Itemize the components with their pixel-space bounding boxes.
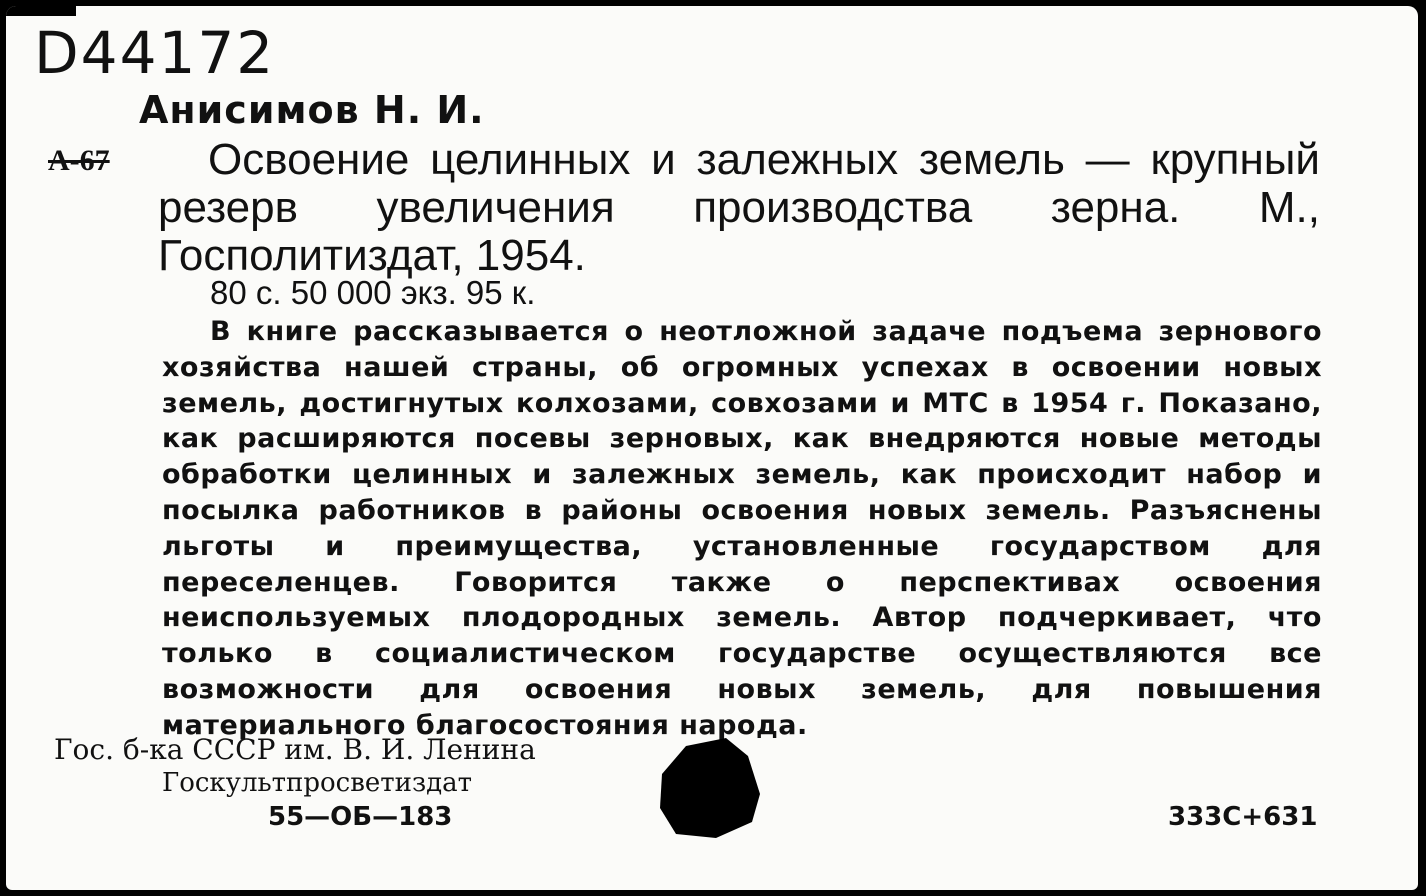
- annotation: В книге рассказывается о неотложной задаче подъема зернового хозяйства нашей страны, об огромных успехах в освоении новых земель, достигнутых колхозами, совхозами и МТС в 1954 г. Показано, как расширяются посевы зерновых, как внедряются новые методы обработки целинных и залежных земель, как происходит набор и посылка работников в районы освоения новых земель. Разъяснены льготы и преимущества, установленные государством для переселенцев. Говорится также о перспективах освоения неиспользуемых плодородных земель. Автор подчеркивает, что только в социалистическом государстве осуществляются все возможности для освоения новых земель, для повышения материального благосостояния народа.: [162, 316, 1322, 741]
- publisher: Госкультпросветиздат: [162, 768, 473, 798]
- book-title: Освоение целинных и залежных земель — крупный резерв увеличения производства зерна. М., Госполитиздат, 1954.: [158, 135, 1320, 280]
- author: Анисимов Н. И.: [139, 88, 485, 132]
- shelfmark: А-67: [48, 144, 110, 177]
- catalog-card: [6, 6, 1418, 890]
- corner-mark: [6, 6, 76, 16]
- library-name: Гос. б-ка СССР им. В. И. Ленина: [54, 733, 536, 766]
- order-number: 55—ОБ—183: [268, 802, 453, 832]
- punch-hole-icon: [656, 734, 764, 842]
- imprint: 80 с. 50 000 экз. 95 к.: [210, 274, 536, 311]
- handwritten-number: D44172: [34, 19, 276, 87]
- card-code: 333С+631: [1168, 802, 1318, 832]
